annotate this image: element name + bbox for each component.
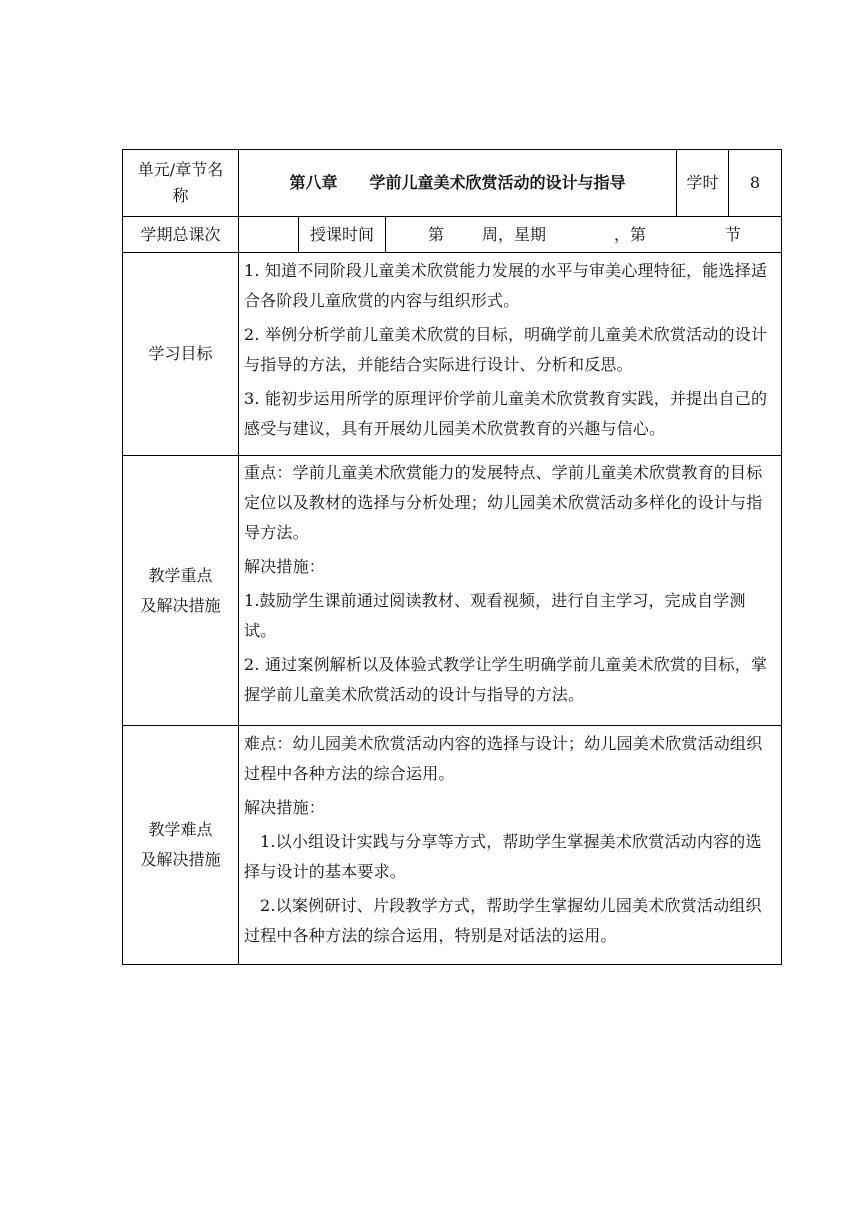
period-prefix: ，第 [614,225,647,244]
difficulties-measure-item: 1.以小组设计实践与分享等方式，帮助学生掌握美术欣赏活动内容的选择与设计的基本要求。 [244,832,762,881]
difficulties-content [244,729,776,951]
objectives-content [244,256,776,444]
key-points-content [244,458,776,710]
chapter-title [239,150,676,216]
period-suffix: 节 [725,225,742,244]
objective-item: 3. 能初步运用所学的原理评价学前儿童美术欣赏教育实践，并提出自己的感受与建议，具有开展幼儿园美术欣赏教育的兴趣与信心。 [244,389,768,438]
difficulties-measures-label: 解决措施： [244,798,326,817]
objective-item: 1. 知道不同阶段儿童美术欣赏能力发展的水平与审美心理特征，能选择适合各阶段儿童欣赏的内容与组织形式。 [244,261,768,310]
lesson-count-label: 学期总课次 [140,224,221,244]
difficulties-measure-item: 2.以案例研讨、片段教学方式，帮助学生掌握幼儿园美术欣赏活动组织过程中各种方法的综合运用，特别是对话法的运用。 [244,896,762,945]
key-points-measure-item: 1.鼓励学生课前通过阅读教材、观看视频，进行自主学习，完成自学测试。 [244,591,746,640]
difficulties-focus: 难点：幼儿园美术欣赏活动内容的选择与设计；幼儿园美术欣赏活动组织过程中各种方法的综合运用。 [244,734,763,783]
key-points-measures-label: 解决措施： [244,557,326,576]
week-suffix: 周，星期 [482,225,547,244]
key-points-measure-item: 2. 通过案例解析以及体验式教学让学生明确学前儿童美术欣赏的目标，掌握学前儿童美术欣赏活动的设计与指导的方法。 [244,655,768,704]
lesson-count-value [239,217,298,252]
unit-label: 单元/章节名称 [137,160,224,205]
objectives-label: 学习目标 [148,344,213,363]
column-divider [238,149,239,965]
hours-label: 学时 [686,173,719,192]
chapter-title-text: 第八章 学前儿童美术欣赏活动的设计与指导 [289,173,626,192]
hours-value: 8 [749,173,761,192]
week-prefix: 第 [428,225,445,244]
key-points-focus: 重点：学前儿童美术欣赏能力的发展特点、学前儿童美术欣赏教育的目标定位以及教材的选择与分析处理；幼儿园美术欣赏活动多样化的设计与指导方法。 [244,463,763,542]
table-border-bottom [122,964,781,965]
class-time-value [386,217,781,252]
objective-item: 2. 举例分析学前儿童美术欣赏的目标，明确学前儿童美术欣赏活动的设计与指导的方法，并能结合实际进行设计、分析和反思。 [244,325,768,374]
table-border-right [781,149,782,965]
key-points-label: 教学重点 及解决措施 [140,565,221,615]
class-time-label: 授课时间 [309,224,374,244]
difficulties-label: 教学难点 及解决措施 [140,820,221,869]
